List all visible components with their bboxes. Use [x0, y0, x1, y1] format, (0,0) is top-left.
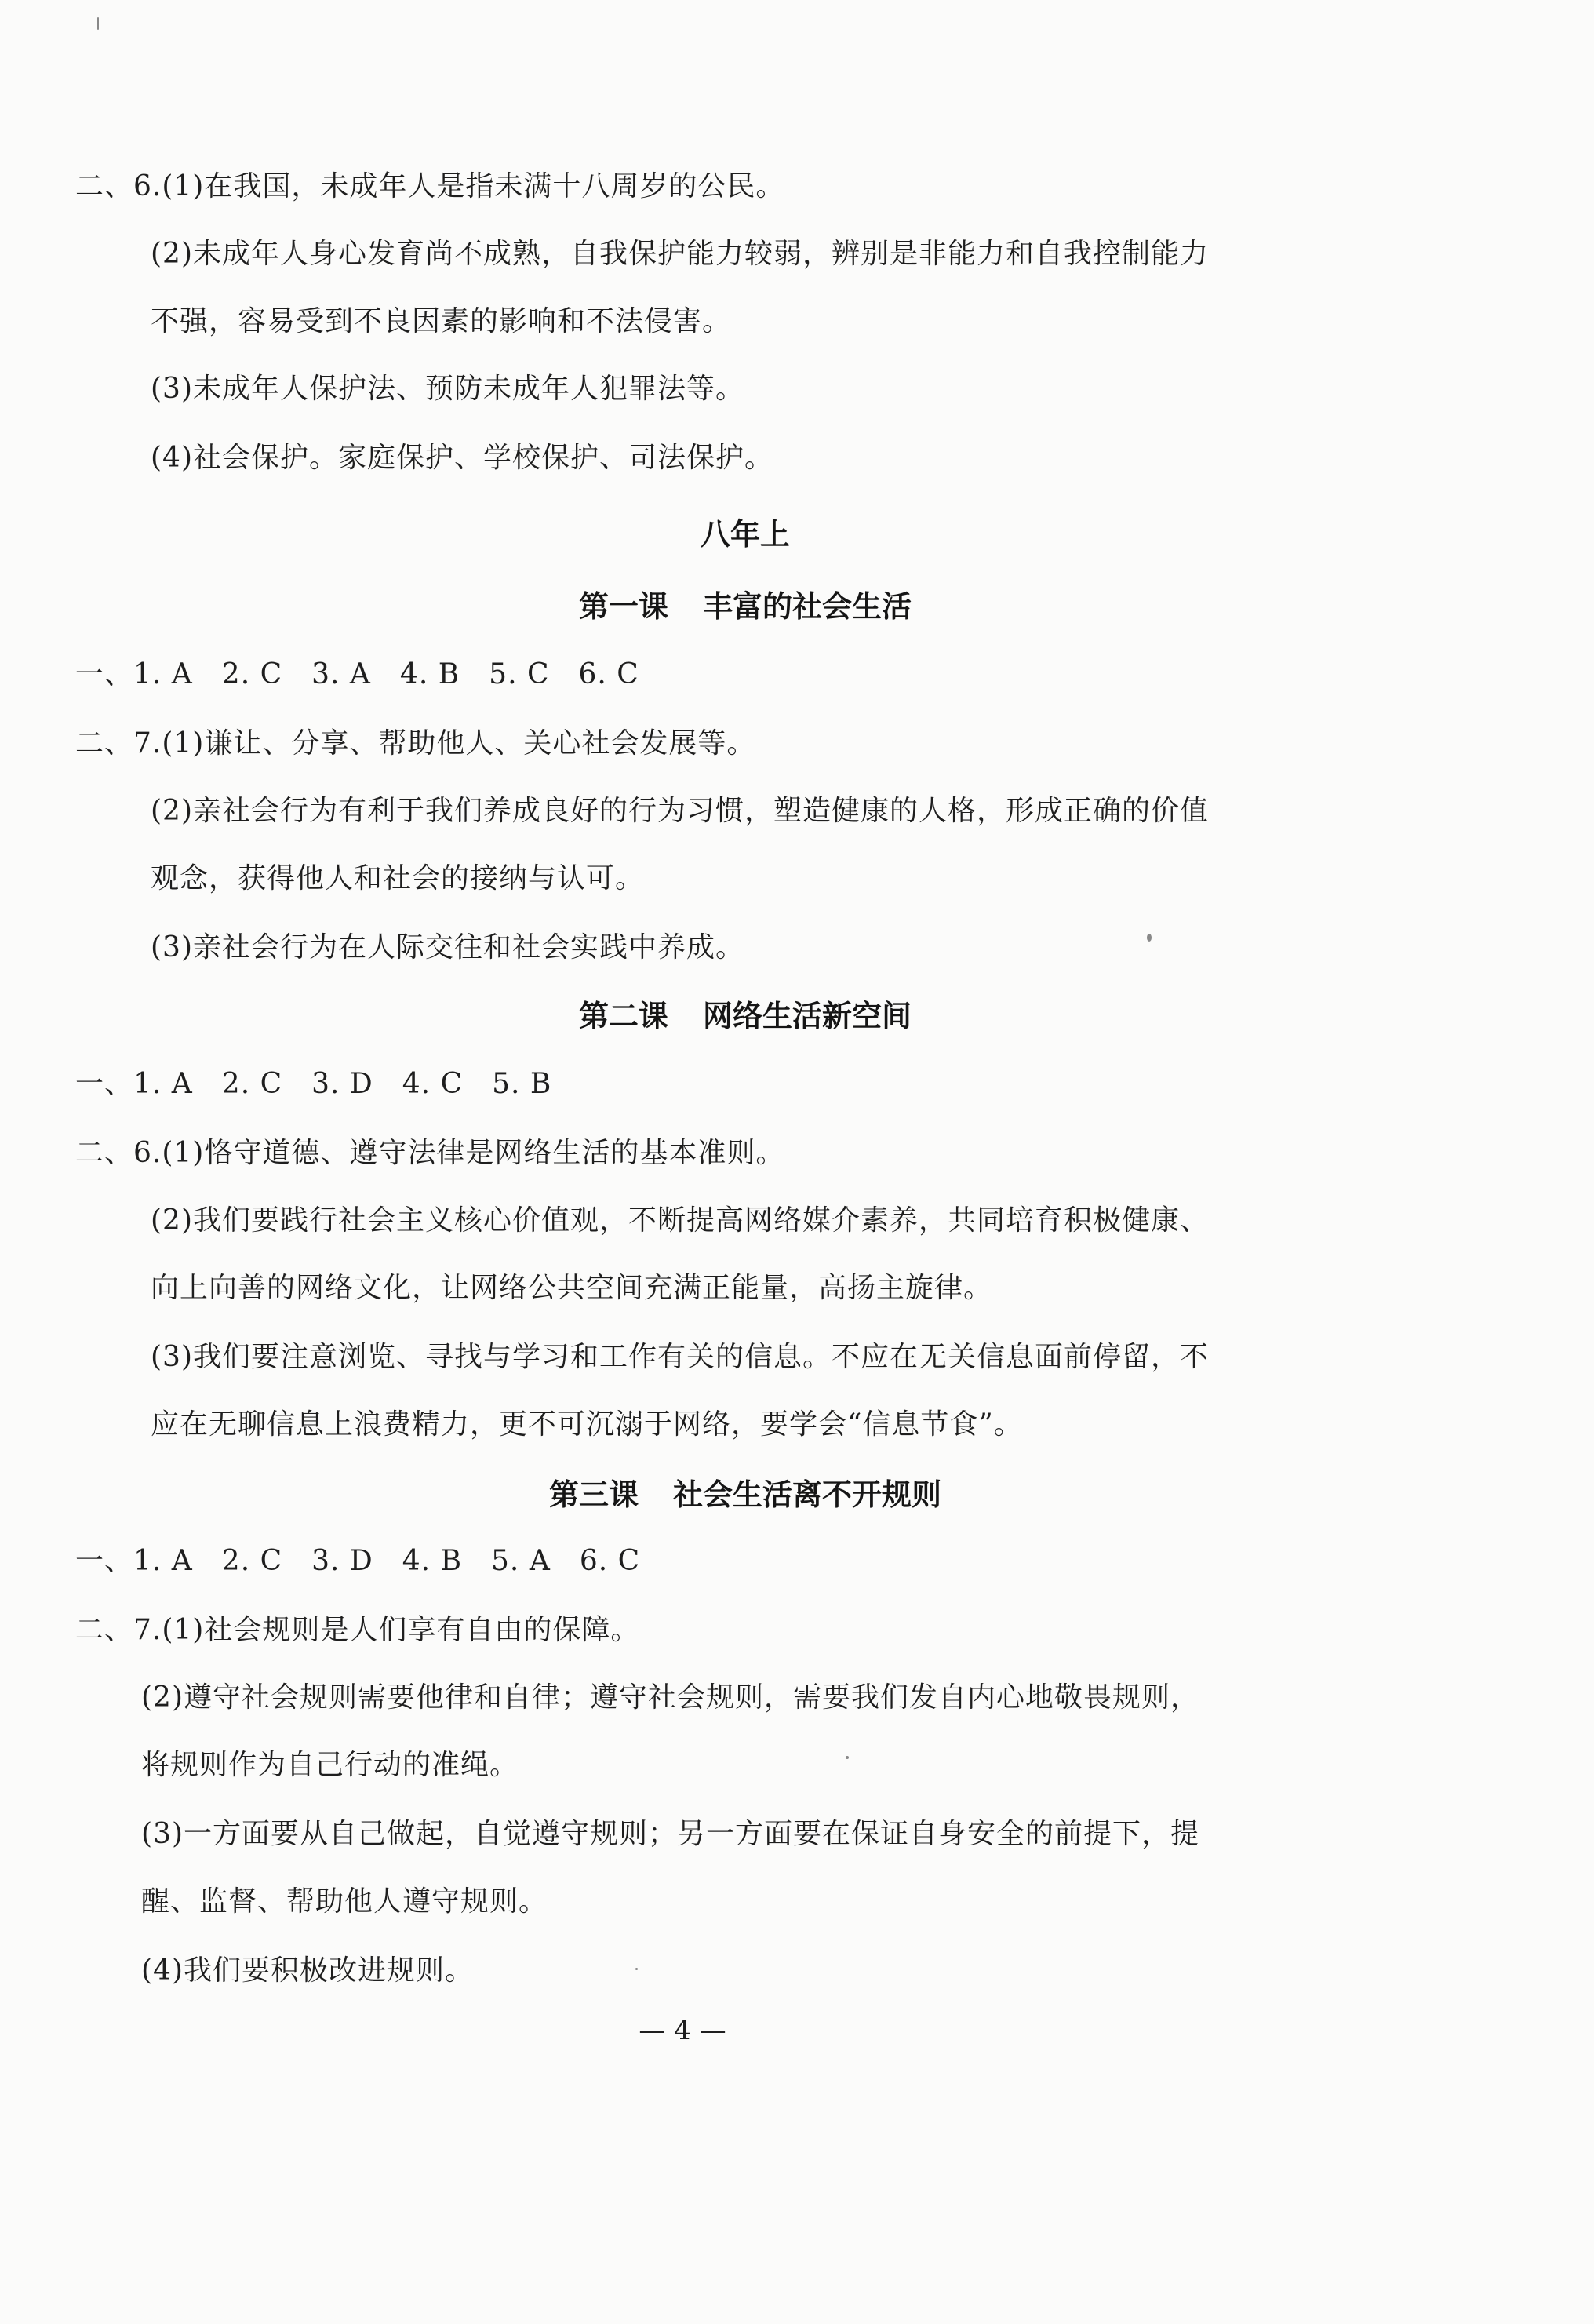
answer-line: 一、1. A 2. C 3. A 4. B 5. C 6. C: [75, 658, 639, 690]
answer-line: 观念，获得他人和社会的接纳与认可。: [151, 862, 645, 894]
lesson-heading: [0, 588, 1490, 625]
lesson-title: 社会生活离不开规则: [673, 1477, 942, 1512]
answer-line: 不强，容易受到不良因素的影响和不法侵害。: [151, 305, 732, 337]
scan-mark: [1147, 934, 1152, 942]
answer-line: (4)我们要积极改进规则。: [141, 1954, 474, 1987]
lesson-title: 丰富的社会生活: [703, 589, 912, 624]
scan-mark: [635, 1968, 638, 1970]
lesson-number: 第二课: [578, 999, 668, 1033]
answer-line: (2)亲社会行为有利于我们养成良好的行为习惯，塑造健康的人格，形成正确的价值: [151, 795, 1209, 827]
answer-line: 一、1. A 2. C 3. D 4. B 5. A 6. C: [75, 1545, 641, 1577]
lesson-heading: [0, 998, 1490, 1034]
answer-line: (2)遵守社会规则需要他律和自律；遵守社会规则，需要我们发自内心地敬畏规则，: [141, 1681, 1199, 1714]
answer-line: (2)我们要践行社会主义核心价值观，不断提高网络媒介素养，共同培育积极健康、: [151, 1204, 1209, 1237]
lesson-number: 第一课: [578, 589, 668, 624]
lesson-title: 网络生活新空间: [703, 999, 912, 1033]
scan-mark: [846, 1756, 849, 1759]
answer-line: 二、6.(1)在我国，未成年人是指未满十八周岁的公民。: [75, 170, 785, 202]
answer-line: 二、6.(1)恪守道德、遵守法律是网络生活的基本准则。: [75, 1137, 785, 1169]
answer-line: (4)社会保护。家庭保护、学校保护、司法保护。: [151, 442, 773, 474]
answer-line: (3)亲社会行为在人际交往和社会实践中养成。: [151, 931, 744, 963]
answer-line: (3)未成年人保护法、预防未成年人犯罪法等。: [151, 373, 744, 405]
page-number: — 4 —: [639, 2015, 726, 2046]
lesson-number: 第三课: [548, 1477, 639, 1512]
answer-line: 二、7.(1)谦让、分享、帮助他人、关心社会发展等。: [75, 727, 756, 759]
answer-line: 将规则作为自己行动的准绳。: [141, 1749, 519, 1781]
answer-line: 二、7.(1)社会规则是人们享有自由的保障。: [75, 1614, 640, 1646]
answer-line: 一、1. A 2. C 3. D 4. C 5. B: [75, 1068, 552, 1100]
scan-mark: [97, 17, 99, 30]
answer-line: (3)我们要注意浏览、寻找与学习和工作有关的信息。不应在无关信息面前停留，不: [151, 1341, 1209, 1373]
answer-line: (3)一方面要从自己做起，自觉遵守规则；另一方面要在保证自身安全的前提下，提: [141, 1818, 1199, 1850]
lesson-heading: [0, 1477, 1490, 1513]
answer-line: 醒、监督、帮助他人遵守规则。: [141, 1885, 548, 1918]
answer-line: (2)未成年人身心发育尚不成熟，自我保护能力较弱，辨别是非能力和自我控制能力: [151, 238, 1209, 270]
answer-line: 应在无聊信息上浪费精力，更不可沉溺于网络，要学会“信息节食”。: [151, 1408, 1023, 1441]
grade-heading: 八年上: [700, 517, 790, 552]
answer-line: 向上向善的网络文化，让网络公共空间充满正能量，高扬主旋律。: [151, 1272, 993, 1304]
